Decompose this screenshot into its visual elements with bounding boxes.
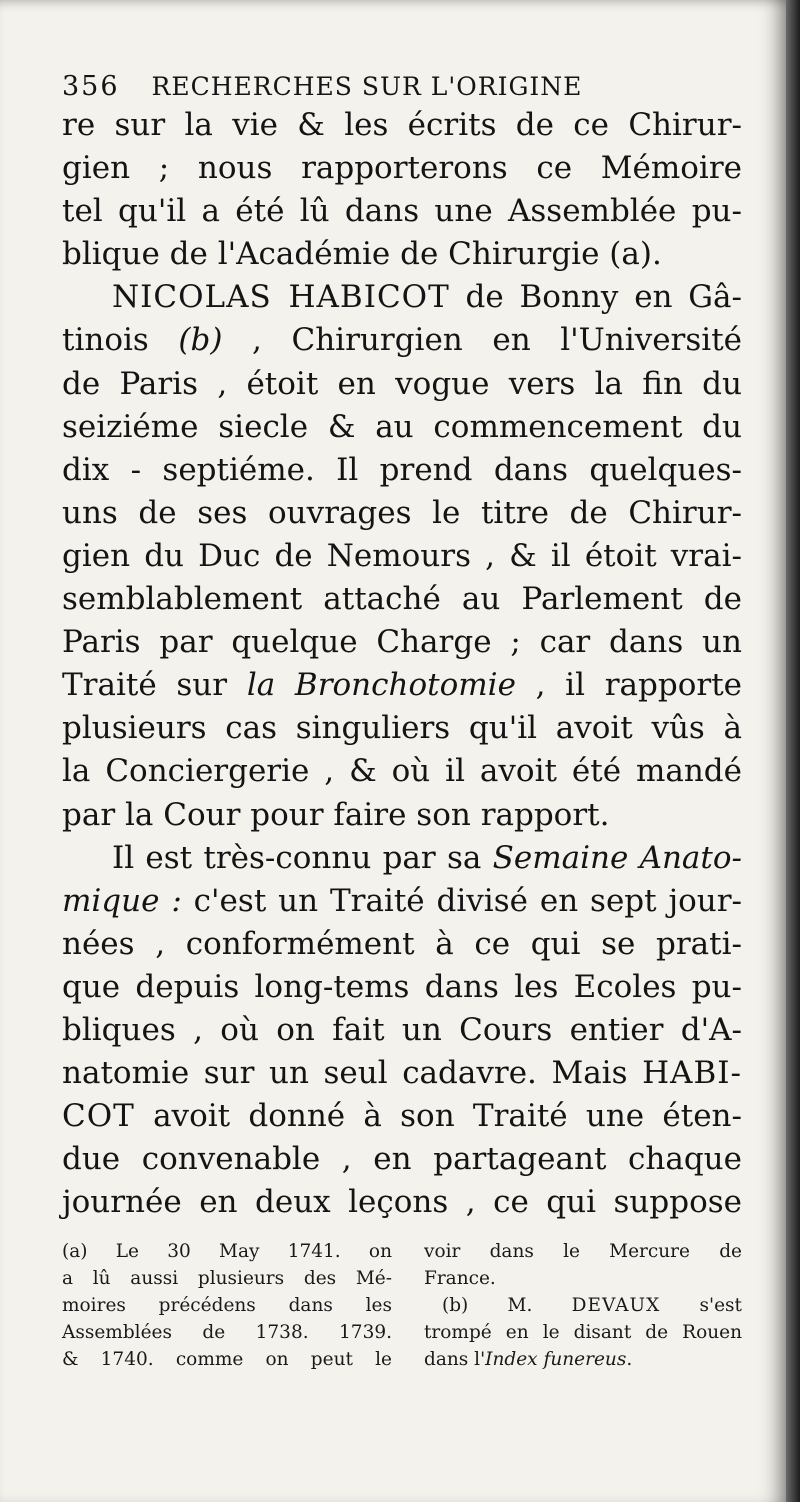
text-span: Il est très-connu par sa (112, 839, 493, 876)
text-line: par la Cour pour faire son rapport. (62, 796, 610, 833)
text-line (62, 837, 742, 880)
text-span: s'est (660, 1295, 742, 1316)
footnote-column-right (424, 1238, 742, 1373)
footnote-line: & 1740. comme on peut le (62, 1349, 392, 1370)
text-line: plusieurs cas singuliers qu'il avoit vûs à (62, 710, 742, 747)
text-line: semblablement attaché au Parlement de (62, 581, 742, 618)
text-span: avoit donné à son Traité une éten- (134, 1098, 742, 1135)
text-line (62, 880, 742, 923)
main-text (62, 70, 742, 1224)
text-line: due convenable , en partageant chaque (62, 1141, 742, 1178)
text-line: nées , conformément à ce qui se prati- (62, 925, 742, 962)
text-line: gien du Duc de Nemours , & il étoit vrai- (62, 537, 742, 574)
work-title-index: Index funereus (485, 1349, 627, 1370)
text-line: re sur la vie & les écrits de ce Chirur- (62, 107, 742, 143)
text-span: (b) M. (442, 1295, 572, 1316)
text-line (62, 319, 742, 362)
text-span: , il rapporte (515, 667, 742, 704)
footnote-line: voir dans le Mercure de (424, 1241, 742, 1262)
footnote-line: France. (424, 1268, 496, 1289)
text-line: uns de ses ouvrages le titre de Chirur- (62, 494, 742, 531)
text-span: dans l' (424, 1349, 486, 1370)
page-number: 356 (62, 71, 120, 102)
text-line: dix - septiéme. Il prend dans quelques- (62, 451, 742, 488)
text-line: de Paris , étoit en vogue vers la fin du (62, 365, 742, 402)
text-line (62, 276, 742, 319)
text-span: . (626, 1349, 633, 1370)
person-name-habicot: COT (62, 1098, 135, 1135)
text-span: de Bonny en Gâ- (449, 279, 743, 316)
text-line: blique de l'Académie de Chirurgie (a). (62, 236, 662, 273)
work-title-bronchotomie: la Bronchotomie (246, 667, 516, 704)
footnote-ref-b: (b) (178, 322, 223, 359)
text-line: journée en deux leçons , ce qui suppose (62, 1184, 742, 1221)
person-name-habicot: NICOLAS HABICOT (112, 279, 450, 316)
footnotes (62, 1238, 742, 1373)
text-span: natomie sur un seul cadavre. Mais (62, 1055, 643, 1092)
text-span: tinois (62, 322, 179, 359)
footnote-line: trompé en le disant de Rouen (424, 1322, 742, 1343)
footnote-column-left (62, 1238, 392, 1373)
text-line (62, 664, 742, 707)
text-line: bliques , où on fait un Cours entier d'A- (62, 1011, 742, 1048)
book-gutter-shadow (786, 0, 800, 1502)
text-line: Paris par quelque Charge ; car dans un (62, 624, 742, 661)
footnote-line (424, 1292, 742, 1319)
text-line: seiziéme siecle & au commencement du (62, 408, 742, 445)
running-header (62, 70, 742, 104)
text-span: , Chirurgien en l'Université (222, 322, 742, 359)
person-name-habicot: HABI- (642, 1055, 742, 1092)
footnote-line: moires précédens dans les (62, 1295, 392, 1316)
footnote-line: (a) Le 30 May 1741. on (62, 1241, 392, 1262)
footnote-line (424, 1346, 742, 1373)
text-line: que depuis long-tems dans les Ecoles pu- (62, 968, 742, 1005)
text-span: c'est un Traité divisé en sept jour- (181, 882, 743, 919)
text-line: gien ; nous rapporterons ce Mémoire (62, 150, 742, 187)
person-name-devaux: DEVAUX (571, 1295, 661, 1316)
text-line: la Conciergerie , & où il avoit été mandé (62, 753, 742, 790)
work-title-semaine: Semaine Anato- (492, 839, 742, 876)
running-title: RECHERCHES SUR L'ORIGINE (151, 72, 583, 101)
text-line: tel qu'il a été lû dans une Assemblée pu- (62, 193, 742, 230)
footnote-line: Assemblées de 1738. 1739. (62, 1322, 392, 1343)
text-span: Traité sur (62, 667, 247, 704)
text-line (62, 1052, 742, 1095)
work-title-semaine-end: mique : (62, 882, 182, 919)
text-line (62, 1095, 742, 1138)
footnote-line: a lû aussi plusieurs des Mé- (62, 1268, 392, 1289)
